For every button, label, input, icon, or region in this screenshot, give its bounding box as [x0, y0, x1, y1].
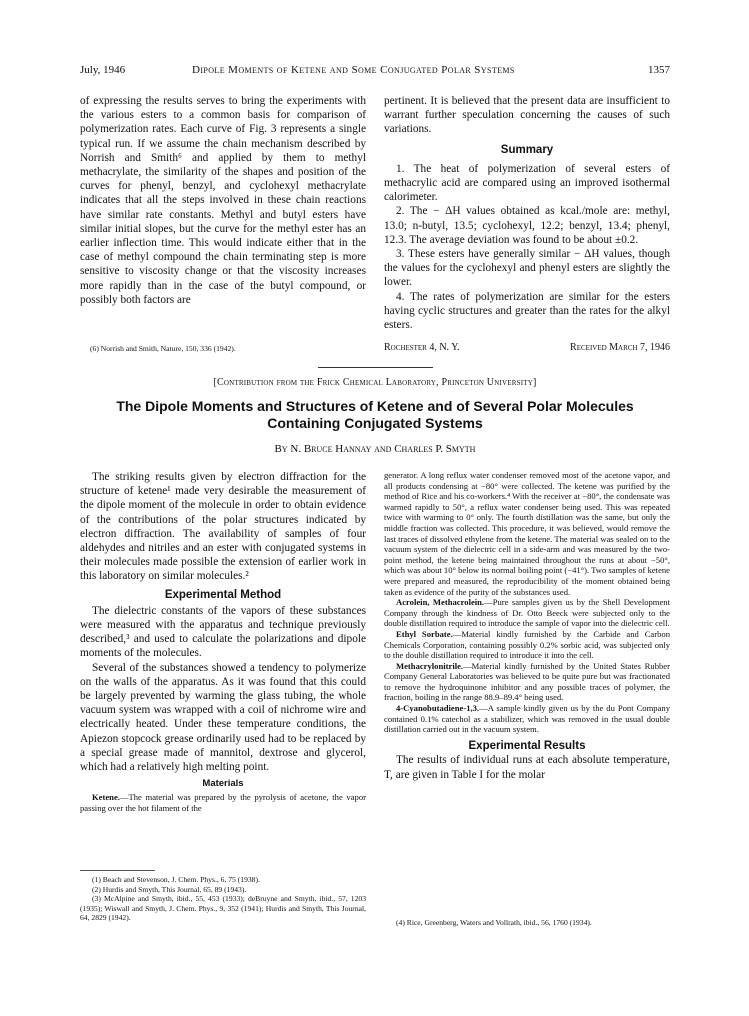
summary-heading: Summary: [500, 143, 554, 156]
method-paragraph-2: Several of the substances showed a tendency to polymerize on the walls of the apparatus. As it was found that this could be largely prevented by warming the glass tubing, the whole vacuum system was wrapped with a coil of nichrome wire and electrically heated. Under these temperature conditions, the Apiezon stopcock grease ordinarily used had to be replaced by a special grease made of mannitol, dextrose and glycerol, which had a relatively high melting point.: [80, 661, 366, 774]
article-title-line-2: Containing Conjugated Systems: [267, 415, 483, 431]
continued-paragraph: of expressing the results serves to bring the experiments with the various esters to a common basis for comparison of polymerization rates. Each curve of Fig. 3 represents a single typical run. If we assume the chain mechanism described by Norrish and Smith⁶ and applied by them to methyl methacrylate, the similarity of the shapes and position of the curves for phenyl, benzyl, and cyclohexyl methacrylate indicates that all the steps involved in these chain reactions have similar rate constants. Methyl and butyl esters have similar initial slopes, but the curve for the methyl ester has an earlier inflection time. This would indicate either that in the case of methyl compound the chain terminating step is more sensitive to viscosity change or that the viscosity increases more rapidly than in the case of the butyl compound, or possibly both factors are: [80, 95, 366, 306]
cyanobutadiene-label: 4-Cyanobutadiene-1,3.: [396, 703, 480, 714]
top-left-column: [80, 94, 366, 307]
cyanobutadiene-text: —A sample kindly given us by the du Pont Company contained 0.1% catechol as a stabilizer, which was removed in the usual double distillation carried out in the vacuum system.: [384, 703, 670, 735]
acrolein-label: Acrolein, Methacrolein.: [396, 597, 485, 608]
ketene-paragraph: [80, 792, 366, 813]
contribution-line: [Contribution from the Frick Chemical Laboratory, Princeton University]: [213, 377, 537, 388]
right-footnote: [384, 918, 670, 928]
article-title-line-1: The Dipole Moments and Structures of Ketene and of Several Polar Molecules: [116, 398, 634, 414]
ketene-label: Ketene.: [92, 792, 120, 803]
summary-item-2: 2. The − ΔH values obtained as kcal./mole are: methyl, 13.0; n-butyl, 13.5; cyclohexyl, 12.2; benzyl, 13.4; phenyl, 12.3. The average deviation was found to be about ±0.2.: [384, 205, 670, 246]
footnote-rule: [80, 870, 155, 871]
footnote-3: (3) McAlpine and Smyth, ibid., 55, 453 (1933); deBruyne and Smyth, ibid., 57, 1203 (1935); Wiswall and Smyth, J. Chem. Phys., 9, 352 (1941); Hurdis and Smyth, This Journal, 64, 2829 (1942).: [80, 894, 366, 923]
ethyl-sorbate-label: Ethyl Sorbate.: [396, 628, 453, 639]
ethyl-sorbate-paragraph: [384, 629, 670, 661]
methacrylonitrile-paragraph: [384, 661, 670, 703]
received-date: Received March 7, 1946: [570, 342, 670, 353]
ethyl-sorbate-text: —Material kindly furnished by the Carbide and Carbon Chemicals Corporation, containing possibly 0.2% sorbic acid, was subjected only to the double distillation required to introduce it into the cell.: [384, 628, 670, 661]
authors: By N. Bruce Hannay and Charles P. Smyth: [274, 443, 476, 455]
article-right-column: [384, 470, 670, 782]
continued-paragraph-right: pertinent. It is believed that the present data are insufficient to warrant further speculation concerning the causes of such variations.: [384, 95, 670, 136]
summary-item-1: 1. The heat of polymerization of several esters of methacrylic acid are compared using an improved isothermal calorimeter.: [384, 162, 670, 204]
top-left-footnote: (6) Norrish and Smith, Nature, 150, 336 (1942).: [90, 344, 236, 353]
article-left-column: [80, 470, 366, 814]
footnote-2: (2) Hurdis and Smyth, This Journal, 65, 89 (1943).: [92, 884, 247, 894]
acrolein-text: —Pure samples given us by the Shell Development Company through the kindness of Dr. Otto Beeck were subjected only to the double distillation required to introduce the sample of vapor into the dielectric cell.: [384, 597, 670, 629]
page-number: 1357: [648, 64, 670, 76]
top-right-column: [384, 94, 670, 332]
methacrylonitrile-text: —Material kindly furnished by the United States Rubber Company General Laboratories was believed to be quite pure but was fractionated to remove the hydroquinone inhibitor and any possible traces of polymer, the fraction, boiling in the range 88.9–89.4° being used.: [384, 660, 670, 703]
section-divider: [318, 367, 433, 368]
cyanobutadiene-paragraph: [384, 703, 670, 735]
methacrylonitrile-label: Methacrylonitrile.: [396, 660, 464, 671]
location: Rochester 4, N. Y.: [384, 342, 460, 353]
header-title: Dipole Moments of Ketene and Some Conjugated Polar Systems: [192, 64, 515, 76]
results-paragraph: The results of individual runs at each absolute temperature, T, are given in Table I for the molar: [384, 754, 670, 781]
summary-item-4: 4. The rates of polymerization are similar for the esters having cyclic structures and greater than the rates for the alkyl esters.: [384, 290, 670, 332]
ketene-text: —The material was prepared by the pyrolysis of acetone, the vapor passing over the hot filament of the: [80, 792, 366, 814]
ketene-continued-paragraph: generator. A long reflux water condenser removed most of the acetone vapor, and all products condensing at −80° were collected. The ketene was purified by the method of Rice and his co-workers.⁴ With the receiver at −80°, the condensate was warmed rapidly to 50°, a reflux water condenser being used. This was repeated twice with warming to 0° only. The fourth distillation was the same, but only the middle fraction was collected. This procedure, it was believed, would remove the last traces of dissolved ethylene from the ketene. The material was sealed on to the vacuum system of the dielectric cell in a side-arm and was measured by the two-point method, the ketene being maintained throughout the runs at about −50°, which was about 10° below its normal boiling point (−41°). Two samples of ketene were prepared and measured, the reproducibility of the moment obtained being taken as evidence of the purity of the substances used.: [384, 470, 670, 597]
article-title: [60, 398, 690, 432]
summary-item-3: 3. These esters have generally similar − ΔH values, though the values for the cyclohexyl and phenyl esters are slightly the lower.: [384, 248, 670, 289]
method-paragraph-1: The dielectric constants of the vapors of these substances were measured with the apparatus and technique previously described,³ and used to calculate the polarizations and dipole moments of the molecules.: [80, 604, 366, 660]
intro-paragraph: The striking results given by electron diffraction for the structure of ketene¹ made very desirable the measurement of the dipole moment of the molecule in order to obtain evidence of the contributions of the polar structures indicated by electron diffraction. The availability of samples of four aldehydes and nitriles and an ester with conjugated systems in their molecules made possible the extension of earlier work in this laboratory on similar molecules.²: [80, 471, 366, 583]
footnote-4: (4) Rice, Greenberg, Waters and Vollrath, ibid., 56, 1760 (1934).: [396, 918, 592, 927]
experimental-results-heading: Experimental Results: [468, 739, 586, 752]
materials-heading: Materials: [202, 778, 244, 790]
left-footnotes: [80, 875, 366, 923]
header-date: July, 1946: [80, 64, 126, 76]
experimental-method-heading: Experimental Method: [164, 588, 282, 601]
footnote-1: (1) Beach and Stevenson, J. Chem. Phys., 6, 75 (1938).: [92, 875, 260, 884]
acrolein-paragraph: [384, 597, 670, 629]
